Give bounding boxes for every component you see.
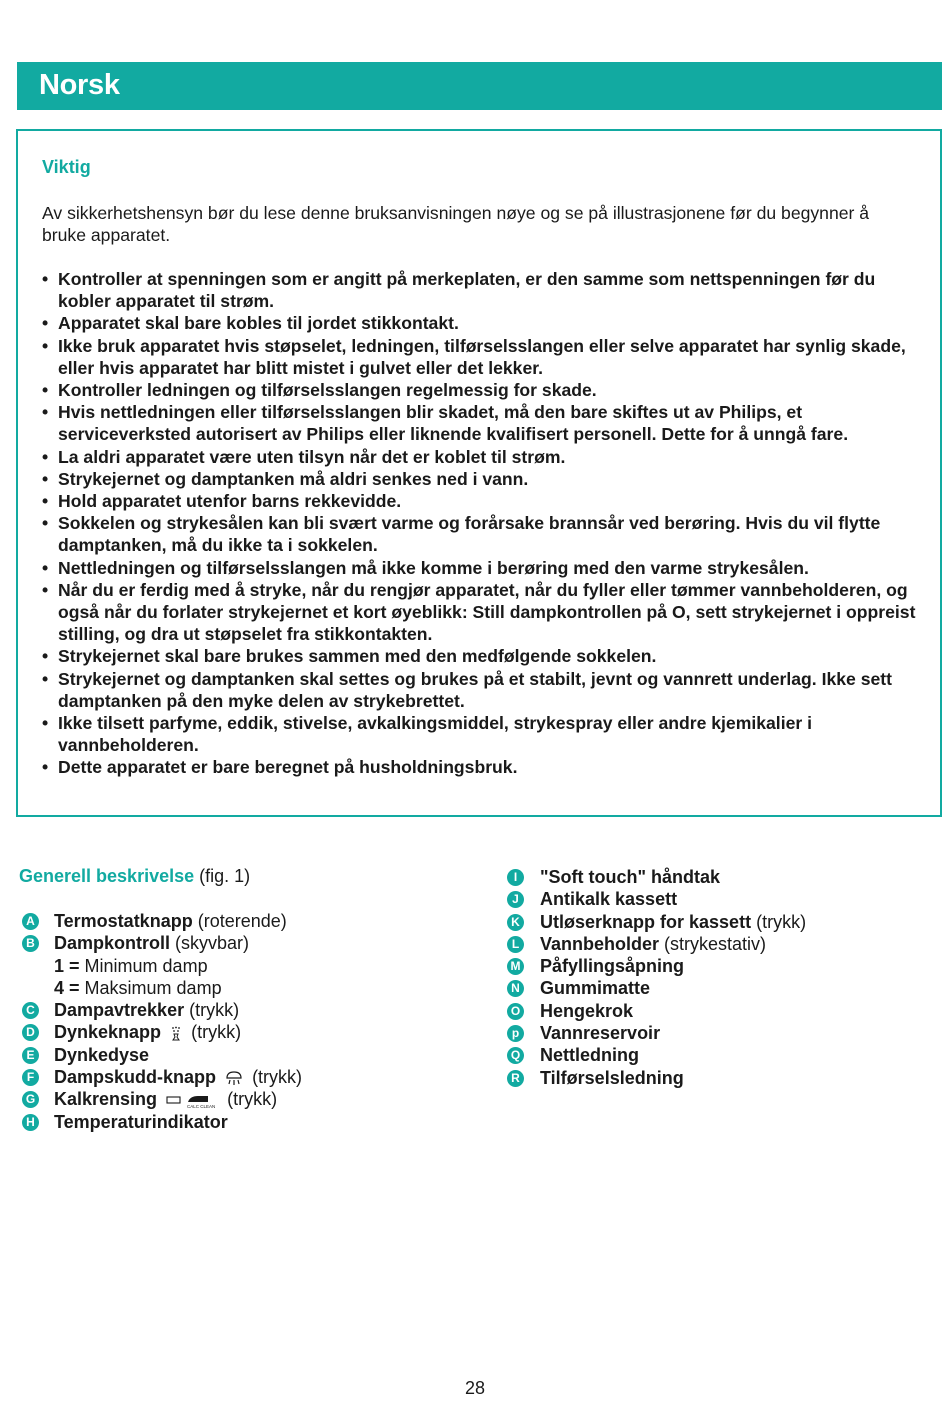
- part-item: G Kalkrensing CALC CLEAN (trykk): [22, 1088, 462, 1110]
- letter-marker: D: [22, 1024, 39, 1041]
- letter-marker: N: [507, 980, 524, 997]
- letter-marker: H: [22, 1114, 39, 1131]
- bullet-icon: •: [42, 557, 49, 578]
- bullet-icon: •: [42, 646, 49, 667]
- safety-item: • Hvis nettledningen eller tilførselsslangen blir skadet, må den bare skiftes ut av Philips, et serviceverksted autorisert av Philips eller liknende kvalifisert personell. Dette for å unngå fare.: [42, 402, 849, 445]
- safety-item: • Når du er ferdig med å stryke, når du rengjør apparatet, når du fyller eller tømmer vannbeholderen, og også når du forlater strykejernet et kort øyeblikk: Still dampkontrollen på O, sett strykejernet i oppreist stilling, og dra ut støpselet fra stikkontakten.: [42, 579, 916, 645]
- bullet-icon: •: [42, 757, 49, 778]
- safety-item: • Ikke tilsett parfyme, eddik, stivelse, avkalkingsmiddel, strykespray eller andre kjemikalier i vannbeholderen.: [42, 713, 812, 756]
- part-item: C Dampavtrekker (trykk): [22, 999, 462, 1021]
- calc-clean-icon: [166, 1093, 218, 1109]
- letter-marker: K: [507, 914, 524, 931]
- letter-marker: I: [507, 869, 524, 886]
- letter-marker: E: [22, 1047, 39, 1064]
- figure-reference: (fig. 1): [199, 866, 251, 886]
- safety-item: • Strykejernet skal bare brukes sammen med den medfølgende sokkelen.: [42, 646, 657, 667]
- letter-marker: B: [22, 935, 39, 952]
- safety-item: • Strykejernet og damptanken må aldri senkes ned i vann.: [42, 468, 529, 489]
- letter-marker: p: [507, 1025, 524, 1042]
- important-intro: Av sikkerhetshensyn bør du lese denne bruksanvisningen nøye og se på illustrasjonene før du begynner å bruke apparatet.: [42, 203, 870, 246]
- safety-item: • La aldri apparatet være uten tilsyn når det er koblet til strøm.: [42, 446, 566, 467]
- part-item: I "Soft touch" håndtak: [507, 866, 937, 888]
- letter-marker: F: [22, 1069, 39, 1086]
- bullet-icon: •: [42, 313, 49, 334]
- part-item: K Utløserknapp for kassett (trykk): [507, 911, 937, 933]
- letter-marker: R: [507, 1070, 524, 1087]
- letter-marker: G: [22, 1091, 39, 1108]
- bullet-icon: •: [42, 380, 49, 401]
- bullet-icon: •: [42, 335, 49, 356]
- bullet-icon: •: [42, 446, 49, 467]
- bullet-icon: •: [42, 402, 49, 423]
- steam-shot-icon: [225, 1070, 243, 1086]
- safety-list: [42, 268, 922, 779]
- safety-item: • Ikke bruk apparatet hvis støpselet, ledningen, tilførselsslangen eller selve apparatet har synlig skade, eller hvis apparatet har blitt mistet i gulvet eller det lekker.: [42, 335, 906, 378]
- bullet-icon: •: [42, 491, 49, 512]
- part-item: O Hengekrok: [507, 1000, 937, 1022]
- spray-icon: [170, 1026, 182, 1042]
- bullet-icon: •: [42, 269, 49, 289]
- part-item: p Vannreservoir: [507, 1022, 937, 1044]
- safety-item: • Sokkelen og strykesålen kan bli svært varme og forårsake brannsår ved berøring. Hvis du vil flytte damptanken, må du ikke ta i sokkelen.: [42, 513, 881, 556]
- part-item: J Antikalk kassett: [507, 888, 937, 910]
- part-item: E Dynkedyse: [22, 1044, 462, 1066]
- safety-item: • Apparatet skal bare kobles til jordet stikkontakt.: [42, 313, 459, 334]
- bullet-icon: •: [42, 579, 49, 600]
- part-item: A Termostatknapp (roterende): [22, 910, 462, 932]
- page-title: Norsk: [39, 69, 120, 101]
- part-item: F Dampskudd-knapp (trykk): [22, 1066, 462, 1088]
- steam-level-item: 1 = Minimum damp: [54, 955, 208, 976]
- bullet-icon: •: [42, 513, 49, 534]
- part-item: R Tilførselsledning: [507, 1067, 937, 1089]
- safety-item: • Hold apparatet utenfor barns rekkevidde.: [42, 491, 402, 512]
- letter-marker: A: [22, 913, 39, 930]
- part-item: Q Nettledning: [507, 1044, 937, 1066]
- general-description-heading: Generell beskrivelse (fig. 1): [19, 866, 251, 886]
- part-item: D Dynkeknapp (trykk): [22, 1021, 462, 1043]
- parts-list-left: [22, 910, 462, 1133]
- safety-item: • Kontroller ledningen og tilførselsslangen regelmessig for skade.: [42, 380, 597, 401]
- language-header-band: [17, 62, 942, 110]
- part-item: B Dampkontroll (skyvbar): [22, 932, 462, 954]
- letter-marker: C: [22, 1002, 39, 1019]
- parts-list-right: [507, 866, 937, 1089]
- letter-marker: M: [507, 958, 524, 975]
- steam-level-item: 4 = Maksimum damp: [54, 977, 222, 998]
- safety-item: • Kontroller at spenningen som er angitt på merkeplaten, er den samme som nettspenningen før du kobler apparatet til strøm.: [42, 269, 876, 312]
- safety-item: • Strykejernet og damptanken skal settes og brukes på et stabilt, jevnt og vannrett underlag. Ikke sett damptanken på den myke delen av strykebrettet.: [42, 668, 892, 711]
- bullet-icon: •: [42, 468, 49, 489]
- part-item: H Temperaturindikator: [22, 1111, 462, 1133]
- part-item: N Gummimatte: [507, 977, 937, 999]
- important-heading: Viktig: [42, 157, 91, 177]
- safety-item: • Dette apparatet er bare beregnet på husholdningsbruk.: [42, 757, 518, 778]
- safety-item: • Nettledningen og tilførselsslangen må ikke komme i berøring med den varme strykesålen.: [42, 557, 809, 578]
- part-item: M Påfyllingsåpning: [507, 955, 937, 977]
- page-number: 28: [464, 1378, 486, 1398]
- bullet-icon: •: [42, 668, 49, 689]
- letter-marker: O: [507, 1003, 524, 1020]
- letter-marker: Q: [507, 1047, 524, 1064]
- bullet-icon: •: [42, 713, 49, 734]
- letter-marker: J: [507, 891, 524, 908]
- svg-text:CALC CLEAN: CALC CLEAN: [187, 1103, 216, 1109]
- important-safety-box: [16, 129, 942, 817]
- letter-marker: L: [507, 936, 524, 953]
- part-item: L Vannbeholder (strykestativ): [507, 933, 937, 955]
